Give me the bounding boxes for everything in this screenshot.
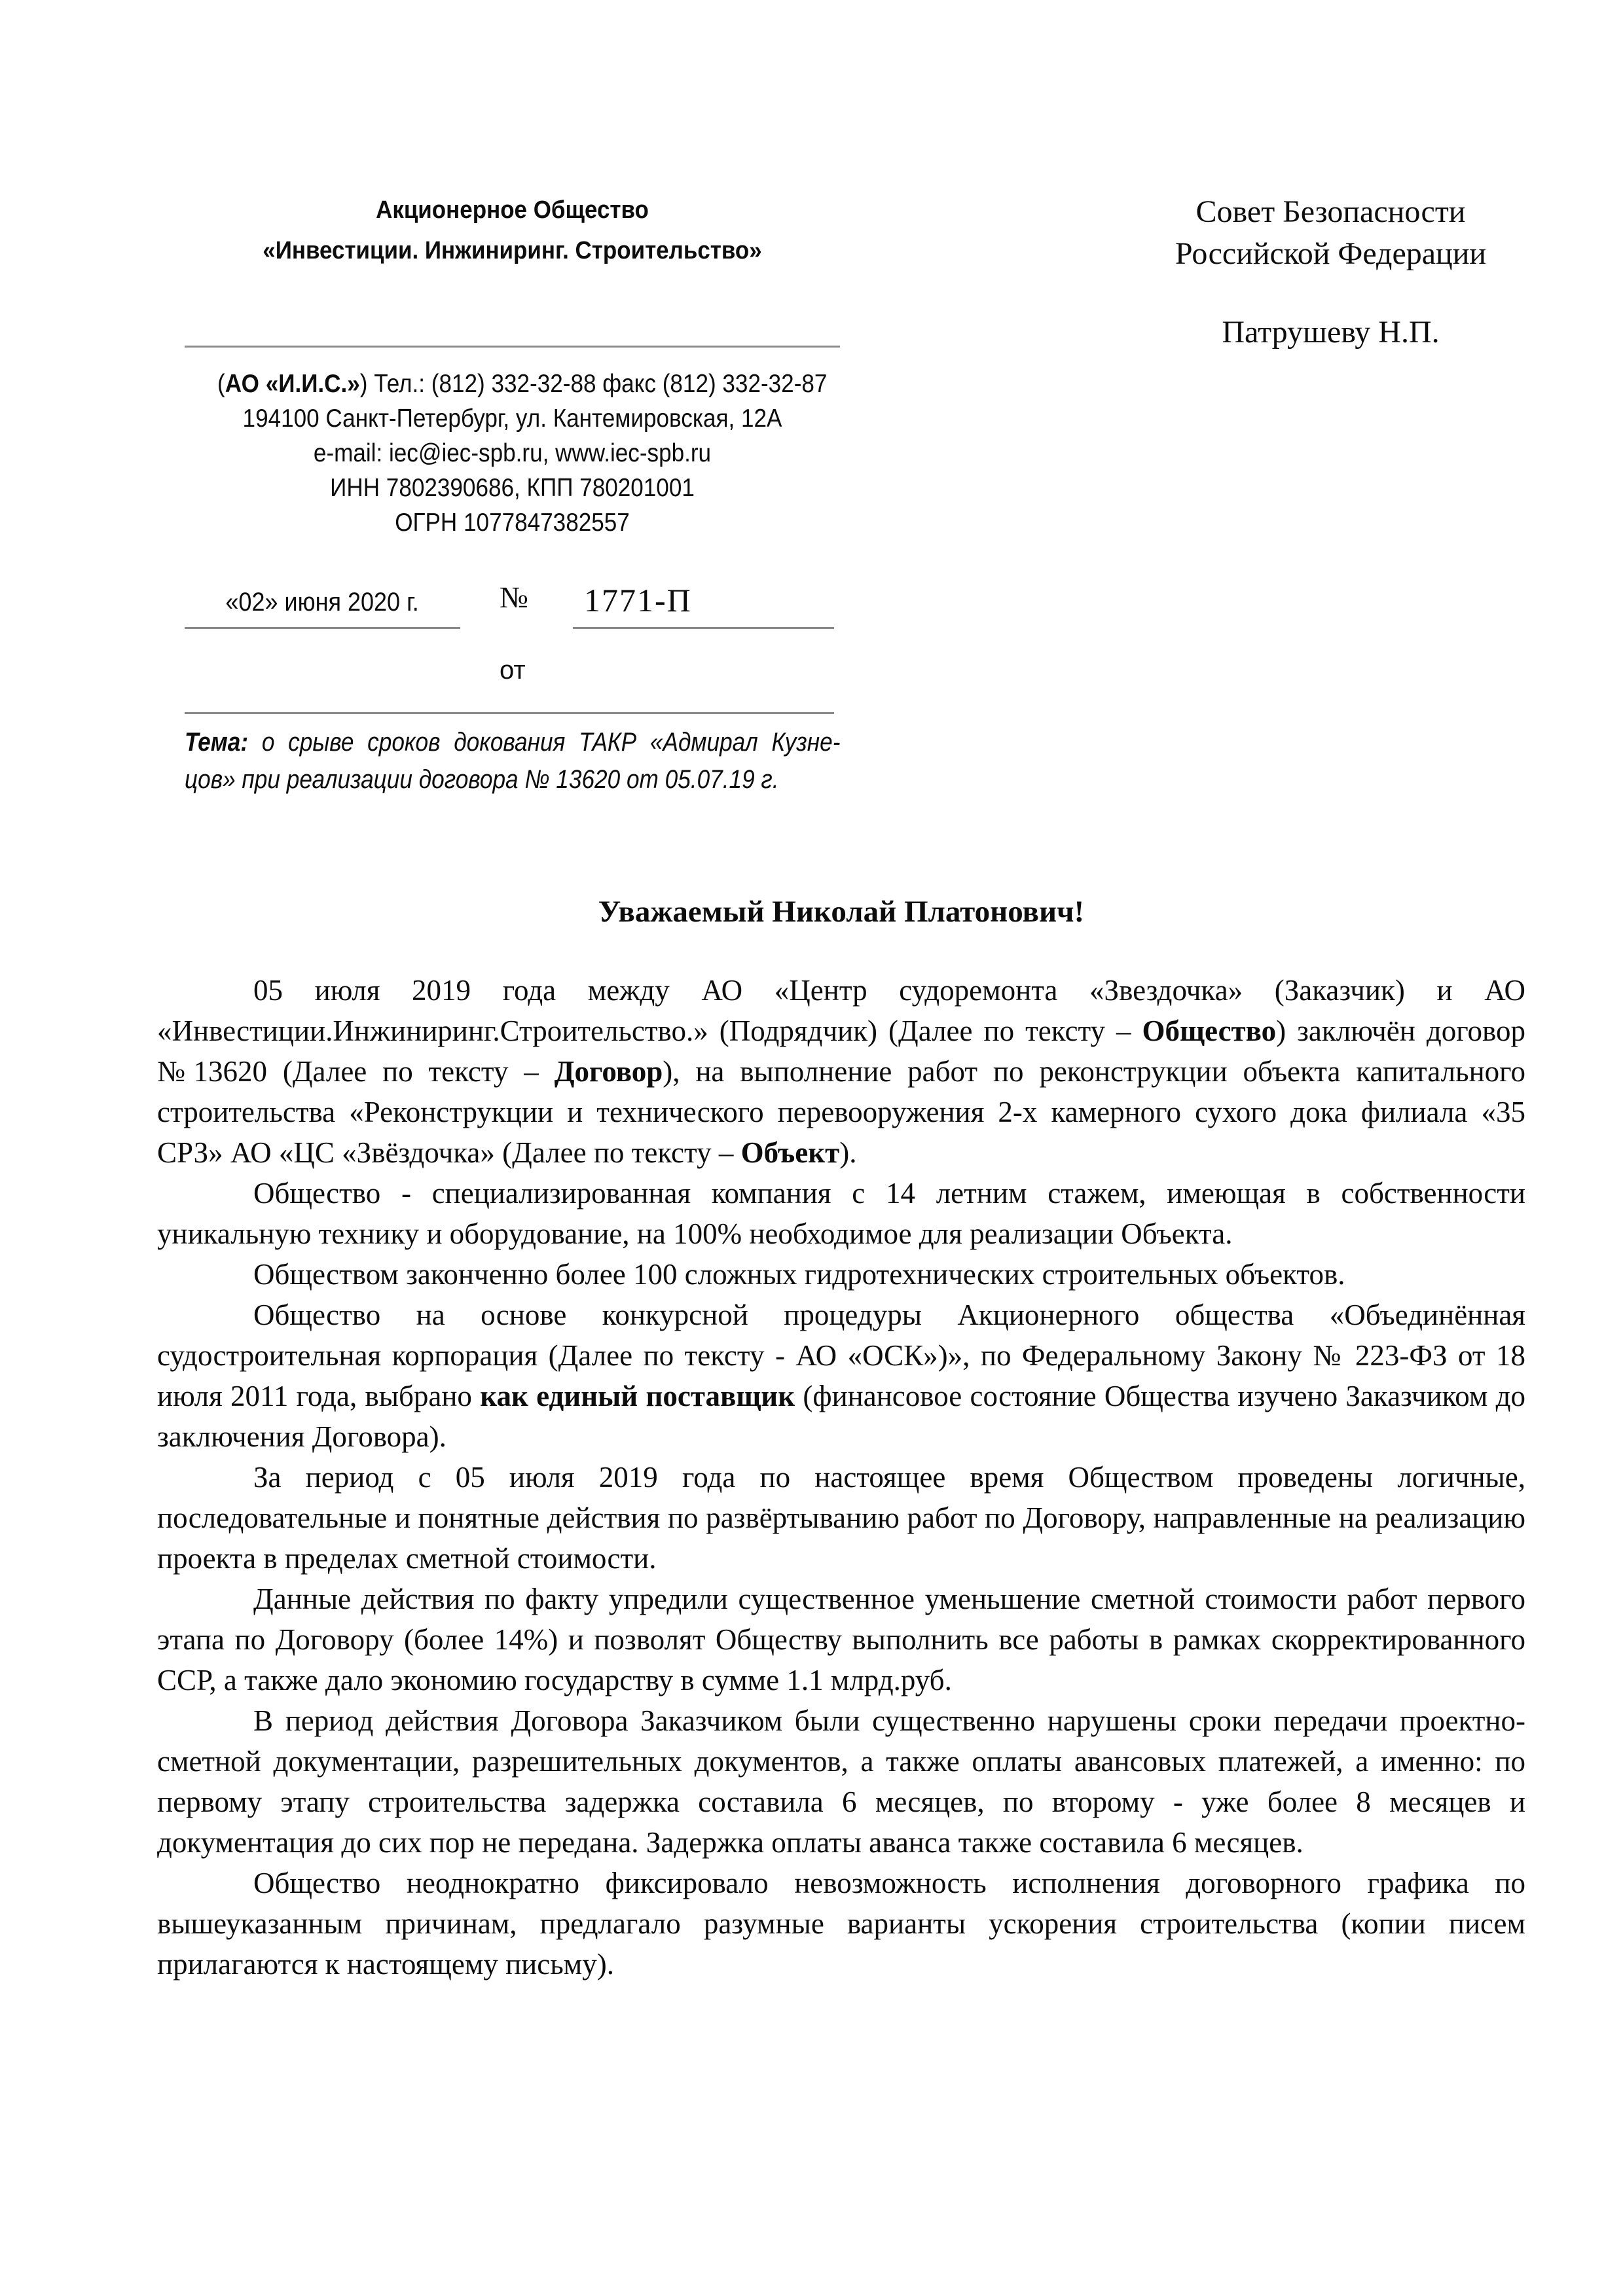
text-run: как единый поставщик [480, 1380, 795, 1412]
number-underline [573, 627, 834, 629]
contact-line-phone [217, 367, 828, 401]
org-name-line-2: «Инвестиции. Инжиниринг. Строительство» [263, 237, 762, 264]
text-run: ( [217, 370, 225, 398]
body-paragraph [157, 1295, 1525, 1457]
text-run: Объект [740, 1136, 840, 1169]
text-run: 05 июля 2019 года между АО «Центр судоремонта «Звездочка» (Заказчик) и АО «Инвестиции.Инжиниринг.Строительство.» (Подрядчик) (Далее по тексту – [157, 974, 1525, 1047]
text-run: цов» при реализации договора № 13620 от 05.07.19 г. [185, 765, 779, 794]
body-paragraph [157, 1863, 1525, 1984]
text-run: За период с 05 июля 2019 года по настоящее время Обществом проведены логичные, последовательные и понятные действия по развёртыванию работ по Договору, направленные на реализацию проекта в пределах сметной стоимости. [157, 1461, 1525, 1575]
text-run: АО «И.И.С.» [225, 370, 360, 398]
text-run: Общество на основе конкурсной процедуры Акционерного общества «Объединённая судостроительная корпорация (Далее по тексту - АО «ОСК»)», по Федеральному Закону № 223-ФЗ от 18 июля 2011 года, выбрано [157, 1299, 1525, 1412]
text-run: Общество неоднократно фиксировало невозможность исполнения договорного графика по вышеуказанным причинам, предлагало разумные варианты ускорения строительства (копии писем прилагаются к настоящему письму). [157, 1867, 1525, 1981]
body-paragraph [157, 1579, 1525, 1700]
text-run: ) Тел.: (812) 332-32-88 факс (812) 332-32-87 [359, 370, 828, 398]
text-run: (финансовое состояние Общества изучено Заказчиком до заключения Договора). [157, 1380, 1525, 1453]
body-paragraphs [157, 970, 1525, 1984]
contact-line-email-web [217, 436, 807, 471]
contact-line-address [217, 401, 807, 436]
recipient-block [1139, 191, 1522, 353]
body-paragraph [157, 1457, 1525, 1579]
from-label: от [500, 656, 526, 685]
text-run: ) заключён договор №13620 (Далее по тексту – [157, 1014, 1525, 1088]
body-paragraph [157, 970, 1525, 1173]
text-run: В период действия Договора Заказчиком были существенно нарушены сроки передачи проектно-сметной документации, разрешительных документов, а также оплаты авансовых платежей, а именно: по первому этапу строительства задержка составила 6 месяцев, по второму - уже более 8 месяцев и документация до сих пор не передана. Задержка оплаты аванса также составила 6 месяцев. [157, 1704, 1525, 1859]
date-underline [185, 627, 460, 629]
text-run: Данные действия по факту упредили существенное уменьшение сметной стоимости работ первого этапа по Договору (более 14%) и позволят Обществу выполнить все работы в рамках скорректированного ССР, а также дало экономию государству в сумме 1.1 млрд.руб. [157, 1583, 1525, 1696]
date-field [185, 588, 460, 617]
text-run: Договор [554, 1055, 663, 1088]
number-sign: № [500, 581, 528, 614]
addressee: Патрушеву Н.П. [1222, 315, 1440, 350]
text-run: Обществом законченно более 100 сложных гидротехнических строительных объектов. [253, 1258, 1345, 1291]
text-run: о срыве сроков докования ТАКР «Адмирал Кузне- [248, 728, 841, 757]
text-run: Тема: [185, 728, 249, 757]
subject-block [185, 724, 930, 798]
outgoing-number: 1771-П [584, 582, 692, 619]
text-run: e-mail: iec@iec-spb.ru, www.iec-spb.ru [313, 439, 712, 467]
text-run: ), на выполнение работ по реконструкции объекта капитального строительства «Реконструкции и технического перевооружения 2-х камерного сухого дока филиала «35 СРЗ» АО «ЦС «Звёздочка» (Далее по тексту – [157, 1055, 1525, 1169]
subject-line-2 [185, 761, 840, 798]
body-paragraph [157, 1700, 1525, 1863]
text-run: Общество [1142, 1014, 1277, 1047]
from-underline [185, 712, 834, 714]
letterhead-divider-line [185, 346, 840, 348]
text-run: Общество - специализированная компания с 14 летним стажем, имеющая в собственности уникальную технику и оборудование, на 100% необходимое для реализации Объекта. [157, 1177, 1525, 1250]
contact-line-inn-kpp [217, 471, 807, 505]
org-name [185, 190, 840, 271]
recipient-line-1: Совет Безопасности [1195, 194, 1466, 229]
date-value: «02» июня 2020 г. [225, 588, 420, 617]
text-run: 194100 Санкт-Петербург, ул. Кантемировская, 12А [242, 404, 782, 433]
contact-lines [185, 367, 840, 540]
contact-line-ogrn [217, 505, 807, 540]
body-paragraph [157, 1173, 1525, 1254]
body-paragraph [157, 1254, 1525, 1295]
org-name-line-1: Акционерное Общество [376, 196, 649, 224]
text-run: ИНН 7802390686, КПП 780201001 [330, 474, 695, 502]
text-run: ). [839, 1136, 857, 1169]
salutation: Уважаемый Николай Платонович! [598, 895, 1085, 929]
subject-line-1 [185, 724, 840, 761]
sender-block [185, 190, 840, 271]
text-run: ОГРН 1077847382557 [395, 509, 630, 537]
recipient-line-2: Российской Федерации [1175, 236, 1487, 271]
